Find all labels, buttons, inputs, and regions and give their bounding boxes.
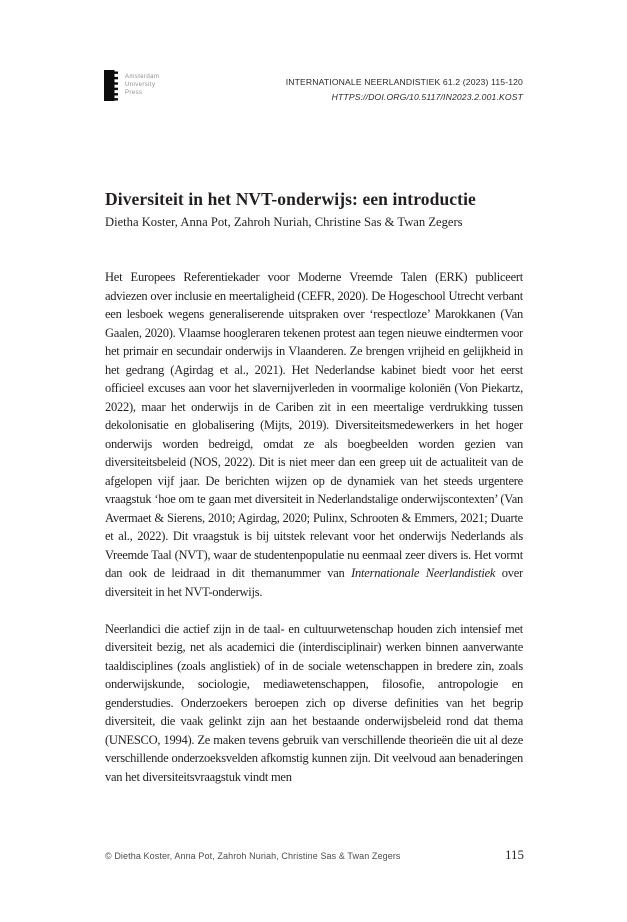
article-title: Diversiteit in het NVT-onderwijs: een introductie	[105, 188, 476, 209]
aup-book-spine-icon	[104, 70, 118, 101]
journal-name-italic: Internationale Neerlandistiek	[351, 566, 496, 580]
paragraph1-text-before: Het Europees Referentiekader voor Moderne Vreemde Talen (ERK) publiceert adviezen over inclusie en meertaligheid (CEFR, 2020). De Hogeschool Utrecht verbant een lesboek wegens generaliserende uitspraken over ‘respectloze’ Marokkanen (Van Gaalen, 2020). Vlaamse hoogleraren tekenen protest aan tegen nieuwe eindtermen voor het primair en secundair onderwijs in Vlaanderen. Ze brengen vrijheid en gelijkheid in het gedrang (Agirdag et al., 2021). Het Nederlandse kabinet biedt voor het eerst officieel excuses aan voor het slavernijverleden in voormalige koloniën (Von Piekartz, 2022), maar het onderwijs in de Cariben zit in een meertalige verdrukking tussen dekolonisatie en globalisering (Mijts, 2019). Diversiteitsmedewerkers in het hoger onderwijs worden bedreigd, omdat ze als boegbeelden worden gezien van diversiteitsbeleid (NOS, 2022). Dit is niet meer dan een greep uit de actualiteit van de afgelopen vijf jaar. De berichten wijzen op de dynamiek van het steeds urgentere vraagstuk ‘hoe om te gaan met diversiteit in Nederlandstalige onderwijscontexten’ (Van Avermaet & Sierens, 2010; Agirdag, 2020; Pulinx, Schrooten & Emmers, 2021; Duarte et al., 2022). Dit vraagstuk is bij uitstek relevant voor het onderwijs Nederlands als Vreemde Taal (NVT), waar de studentenpopulatie nu eenmaal zeer divers is. Het vormt dan ook de leidraad in dit themanummer van	[105, 270, 523, 580]
journal-header	[286, 75, 523, 104]
publisher-name-line3: Press	[125, 90, 143, 96]
intro-paragraph-1	[105, 268, 523, 601]
doi-link[interactable]: HTTPS://DOI.ORG/10.5117/IN2023.2.001.KOST	[331, 91, 523, 102]
publisher-name-line1: Amsterdam	[125, 74, 160, 80]
paragraph1-text-after: over diversiteit in het NVT-onderwijs.	[105, 566, 523, 599]
journal-reference: INTERNATIONALE NEERLANDISTIEK 61.2 (2023) 115-120	[285, 77, 523, 87]
page-footer	[105, 847, 524, 863]
copyright-notice: © Dietha Koster, Anna Pot, Zahroh Nuriah, Christine Sas & Twan Zegers	[105, 851, 401, 861]
publisher-name-line2: University	[125, 82, 156, 88]
publisher-name	[125, 70, 159, 97]
intro-paragraph-2: Neerlandici die actief zijn in de taal- en cultuurwetenschap houden zich intensief met diversiteit bezig, net als academici die (interdisciplinair) werken binnen aanverwante taaldisciplines (zoals anglistiek) of in de sociale wetenschappen in bredere zin, zoals onderwijskunde, sociologie, mediawetenschappen, filosofie, antropologie en genderstudies. Onderzoekers beroepen zich op diverse definities van het begrip diversiteit, die vaak gelinkt zijn aan het bestaande onderwijsbeleid rond dat thema (UNESCO, 1994). Ze maken tevens gebruik van verschillende theorieën die uit al deze verschillende onderzoeksvelden afkomstig kunnen zijn. Dit veelvoud aan benaderingen van het diversiteitsvraagstuk vindt men	[105, 621, 523, 784]
article-body	[105, 268, 523, 786]
article-authors: Dietha Koster, Anna Pot, Zahroh Nuriah, Christine Sas & Twan Zegers	[105, 215, 463, 229]
publisher-logo	[104, 70, 159, 101]
page-number: 115	[504, 847, 524, 862]
